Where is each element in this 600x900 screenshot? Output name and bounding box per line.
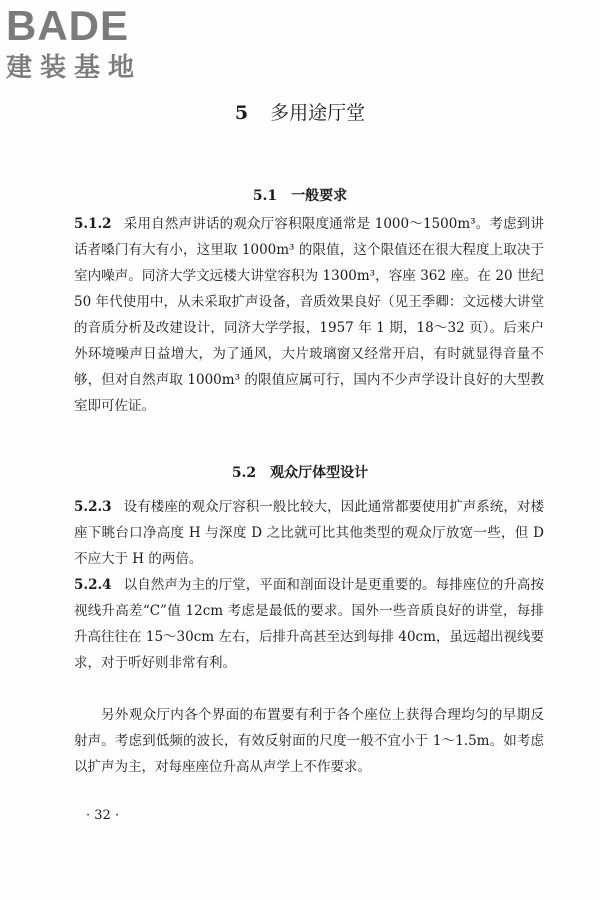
section-number: 5.2 <box>231 465 257 481</box>
section-title: 一般要求 <box>291 188 348 204</box>
clause-number: 5.2.3 <box>74 499 112 515</box>
clause-text: 采用自然声讲话的观众厅容积限度通常是 1000～1500m³。考虑到讲话者嗓门有大有小，这里取 1000m³ 的限值，这个限值还在很大程度上取决于室内噪声。同济大学文远楼大讲堂容积为 1300m³，容座 362 座。在 20 世纪 50 年代使用中，从未采取扩声设备，音质效果良好（见王季卿：文远楼大讲堂的音质分析及改建设计，同济大学学报，1957 年 1 期，18～32 页）。后来户外环境噪声日益增大，为了通风，大片玻璃窗又经常开启，有时就显得音量不够，但对自然声取 1000m³ 的限值应属可行，国内不少声学设计良好的大型教室即可佐证。 <box>74 216 544 414</box>
extra-paragraph: 另外观众厅内各个界面的布置要有利于各个座位上获得合理均匀的早期反射声。考虑到低频的波长，有效反射面的尺度一般不宜小于 1～1.5m。如考虑以扩声为主，对每座座位升高从声学上不作要求。 <box>74 707 544 775</box>
section-title: 观众厅体型设计 <box>270 465 369 481</box>
page-number: · 32 · <box>86 808 120 823</box>
clause-text: 设有楼座的观众厅容积一般比较大，因此通常都要使用扩声系统，对楼座下眺台口净高度 H 与深度 D 之比就可比其他类型的观众厅放宽一些，但 D 不应大于 H 的两倍。 <box>74 499 544 567</box>
site-logo <box>6 4 176 84</box>
chapter-title: 多用途厅堂 <box>270 102 366 124</box>
clause-number: 5.1.2 <box>74 216 112 232</box>
clause-5-2-3 <box>74 494 544 572</box>
clause-text: 以自然声为主的厅堂，平面和剖面设计是更重要的。每排座位的升高按视线升高差“C”值 12cm 考虑是最低的要求。国外一些音质良好的讲堂，每排升高往往在 15～30cm 左右，后排升高甚至达到每排 40cm，虽远超出视线要求，对于听好则非常有利。 <box>74 577 544 671</box>
clause-number: 5.2.4 <box>74 577 112 593</box>
section-heading-5-1 <box>0 185 600 205</box>
logo-wordmark: BADE <box>6 2 130 49</box>
section-heading-5-2 <box>0 462 600 482</box>
clause-5-1-2 <box>74 211 544 419</box>
chapter-heading <box>0 98 600 125</box>
logo-subtitle: 建装基地 <box>6 53 143 83</box>
section-number: 5.1 <box>252 188 278 204</box>
chapter-number: 5 <box>234 102 249 124</box>
clause-5-2-4 <box>74 572 544 676</box>
